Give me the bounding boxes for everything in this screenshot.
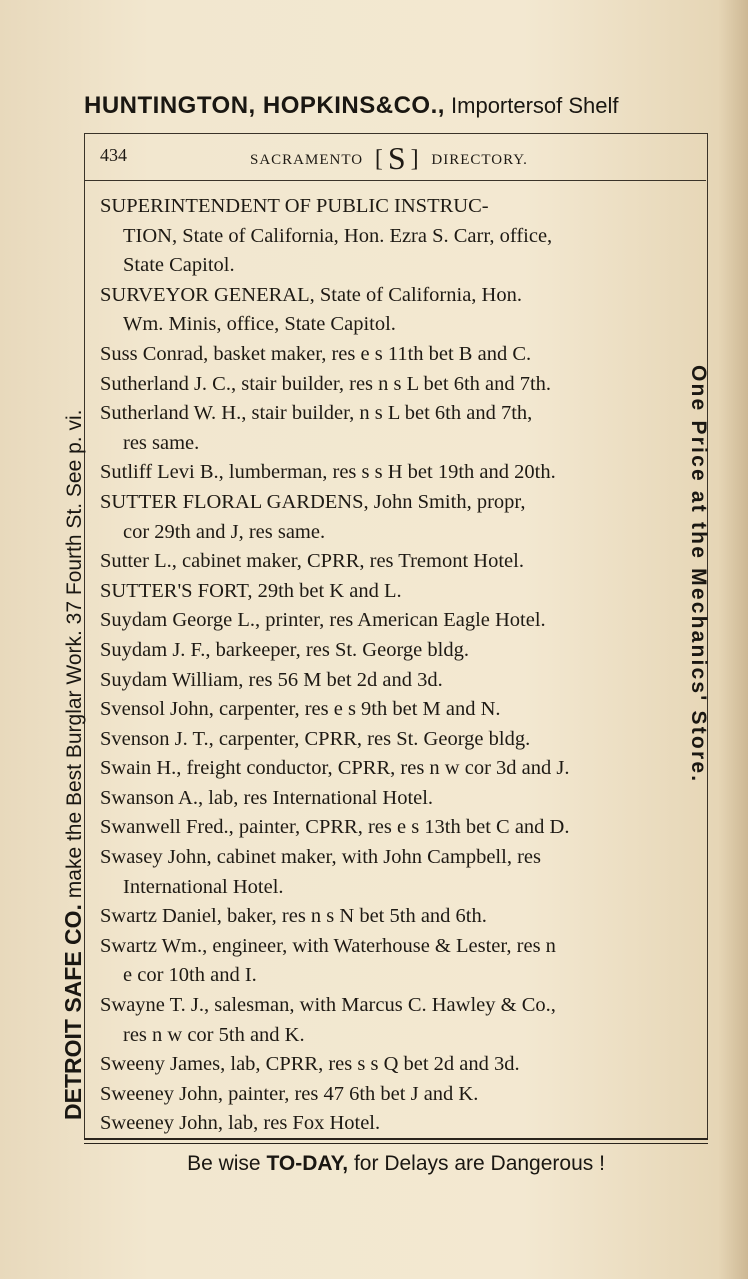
entry-continuation-line: cor 29th and J, res same. — [123, 520, 326, 543]
left-ad-rest: make the Best Burglar Work. 37 Fourth St. See p. vi. — [63, 409, 86, 905]
entry-first-line: Sutherland J. C., stair builder, res n s L bet 6th and 7th. — [100, 372, 552, 395]
entry-continuation-line: TION, State of California, Hon. Ezra S. Carr, office, — [123, 224, 553, 247]
entry-first-line: Sutter L., cabinet maker, CPRR, res Tremont Hotel. — [100, 550, 524, 573]
running-head-title — [250, 140, 560, 177]
entry-continuation-line: e cor 10th and I. — [123, 964, 257, 987]
directory-entry — [100, 1080, 694, 1110]
directory-entry — [100, 370, 694, 400]
top-advertisement — [84, 92, 724, 120]
directory-entries — [100, 192, 694, 1139]
entry-first-line: Swartz Daniel, baker, res n s N bet 5th and 6th. — [100, 905, 487, 928]
entry-first-line: Sweeny James, lab, CPRR, res s s Q bet 2d and 3d. — [100, 1053, 520, 1076]
directory-entry — [100, 577, 694, 607]
directory-entry — [100, 813, 694, 843]
directory-entry — [100, 636, 694, 666]
entry-first-line: Sutherland W. H., stair builder, n s L bet 6th and 7th, — [100, 402, 533, 425]
entry-first-line: Suydam William, res 56 M bet 2d and 3d. — [100, 668, 443, 691]
left-bracket: [ — [367, 146, 384, 172]
right-bracket: ] — [410, 146, 427, 172]
directory-entry — [100, 1050, 694, 1080]
entry-first-line: SUTTER FLORAL GARDENS, John Smith, propr, — [100, 490, 526, 513]
entry-continuation-line: res same. — [123, 431, 200, 454]
bottom-ad-a: Be wise — [187, 1152, 267, 1175]
running-head-right: DIRECTORY. — [431, 152, 528, 168]
directory-entry — [100, 725, 694, 755]
left-ad-firm: DETROIT SAFE CO. — [60, 904, 86, 1120]
entry-first-line: Swain H., freight conductor, CPRR, res n w cor 3d and J. — [100, 757, 570, 780]
bottom-ad-b: TO-DAY, — [266, 1152, 349, 1175]
entry-first-line: SURVEYOR GENERAL, State of California, Hon. — [100, 283, 522, 306]
running-head — [100, 140, 690, 176]
entry-continuation-line: res n w cor 5th and K. — [123, 1023, 305, 1046]
entry-continuation-line: State Capitol. — [123, 254, 235, 277]
directory-entry — [100, 754, 694, 784]
head-rule — [84, 180, 706, 181]
entry-first-line: Swartz Wm., engineer, with Waterhouse & Lester, res n — [100, 934, 556, 957]
entry-first-line: Swayne T. J., salesman, with Marcus C. Hawley & Co., — [100, 994, 556, 1017]
section-letter: S — [387, 140, 407, 176]
entry-first-line: Sutliff Levi B., lumberman, res s s H bet 19th and 20th. — [100, 461, 556, 484]
entry-first-line: Swasey John, cabinet maker, with John Campbell, res — [100, 846, 541, 869]
directory-entry — [100, 281, 694, 340]
directory-entry — [100, 932, 694, 991]
entry-first-line: Sweeney John, lab, res Fox Hotel. — [100, 1112, 381, 1135]
directory-entry — [100, 192, 694, 281]
running-head-left: SACRAMENTO — [250, 152, 364, 168]
bottom-advertisement — [84, 1152, 708, 1176]
top-ad-firm: HUNTINGTON, HOPKINS&CO., — [84, 92, 445, 119]
left-margin-advertisement — [60, 410, 87, 1120]
top-ad-rest: Importersof Shelf — [444, 93, 619, 118]
entry-first-line: Swanson A., lab, res International Hotel. — [100, 786, 434, 809]
directory-entry — [100, 340, 694, 370]
directory-entry — [100, 902, 694, 932]
entry-first-line: SUPERINTENDENT OF PUBLIC INSTRUC- — [100, 195, 489, 217]
directory-entry — [100, 991, 694, 1050]
entry-first-line: Suydam J. F., barkeeper, res St. George bldg. — [100, 638, 469, 661]
page-number: 434 — [100, 145, 127, 165]
directory-entry — [100, 666, 694, 696]
directory-entry — [100, 1109, 694, 1139]
entry-first-line: SUTTER'S FORT, 29th bet K and L. — [100, 579, 402, 602]
frame-bottom-rule — [84, 1138, 708, 1140]
directory-entry — [100, 488, 694, 547]
entry-first-line: Sweeney John, painter, res 47 6th bet J and K. — [100, 1082, 479, 1105]
directory-entry — [100, 843, 694, 902]
entry-continuation-line: Wm. Minis, office, State Capitol. — [123, 313, 396, 336]
directory-entry — [100, 695, 694, 725]
entry-continuation-line: International Hotel. — [123, 875, 284, 898]
directory-entry — [100, 784, 694, 814]
frame-bottom-rule-thin — [84, 1143, 708, 1144]
entry-first-line: Svensol John, carpenter, res e s 9th bet M and N. — [100, 698, 501, 721]
bottom-ad-c: for Delays are Dangerous ! — [348, 1152, 605, 1175]
entry-first-line: Suydam George L., printer, res American Eagle Hotel. — [100, 609, 546, 632]
directory-entry — [100, 606, 694, 636]
entry-first-line: Swanwell Fred., painter, CPRR, res e s 13th bet C and D. — [100, 816, 570, 839]
right-margin-advertisement: One Price at the Mechanics' Store. — [687, 365, 710, 784]
entry-first-line: Suss Conrad, basket maker, res e s 11th bet B and C. — [100, 342, 532, 365]
directory-entry — [100, 547, 694, 577]
directory-entry — [100, 458, 694, 488]
directory-entry — [100, 399, 694, 458]
entry-first-line: Svenson J. T., carpenter, CPRR, res St. George bldg. — [100, 727, 531, 750]
